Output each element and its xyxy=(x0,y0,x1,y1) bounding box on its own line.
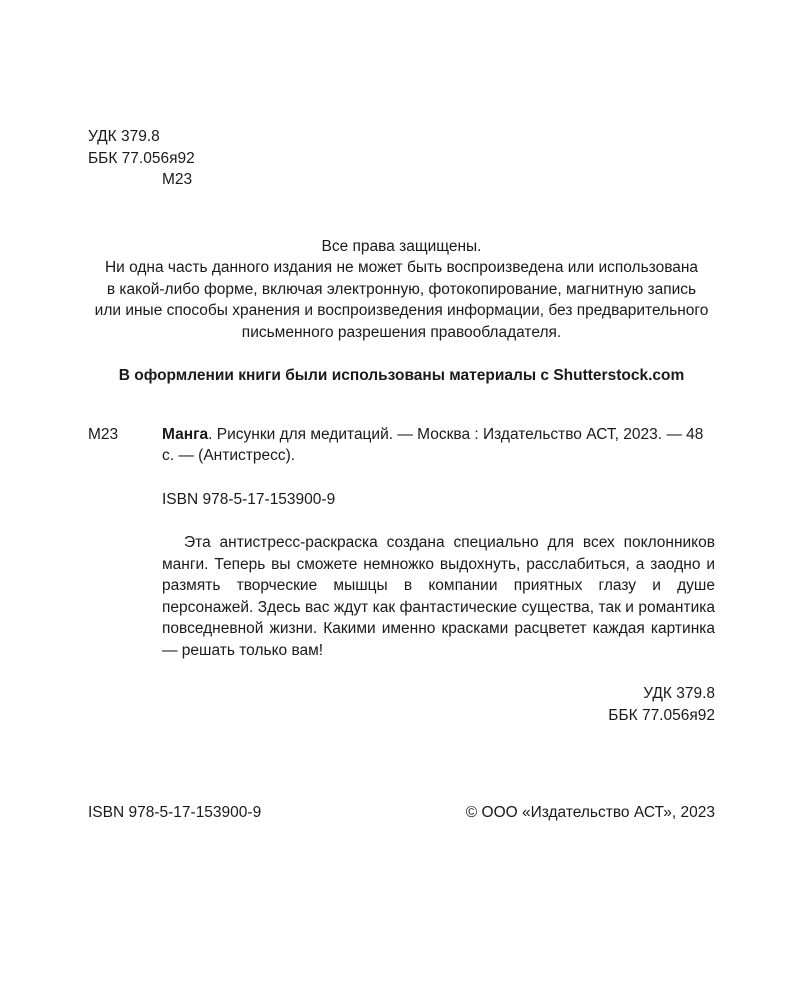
author-mark: М23 xyxy=(162,171,193,188)
classification-codes xyxy=(88,126,715,191)
entry-code: М23 xyxy=(88,425,119,443)
entry-body xyxy=(162,424,715,727)
entry-isbn: ISBN 978-5-17-153900-9 xyxy=(162,490,336,508)
entry-codes xyxy=(162,683,715,726)
design-credit: В оформлении книги были использованы материалы с Shutterstock.com xyxy=(118,367,685,384)
rights-line: Ни одна часть данного издания не может быть воспроизведена или использована xyxy=(104,259,699,276)
bibliographic-description xyxy=(162,424,715,467)
entry-udk: УДК 379.8 xyxy=(643,685,715,702)
rights-notice xyxy=(88,236,715,344)
bbk-code: ББК 77.056я92 xyxy=(88,149,195,167)
book-title: Манга xyxy=(162,425,209,443)
entry-bbk: ББК 77.056я92 xyxy=(608,706,715,724)
udk-code: УДК 379.8 xyxy=(88,128,160,145)
footer xyxy=(88,802,715,824)
rights-line: в какой-либо форме, включая электронную, фотокопирование, магнитную запись xyxy=(106,280,697,298)
copyright: © ООО «Издательство АСТ», 2023 xyxy=(465,804,715,821)
description-rest: . Рисунки для медитаций. — Москва : Издательство АСТ, 2023. — 48 с. — (Антистресс). xyxy=(162,425,704,464)
rights-line: или иные способы хранения и воспроизведения информации, без предварительного xyxy=(94,302,709,319)
catalog-entry xyxy=(88,424,715,727)
rights-line: письменного разрешения правообладателя. xyxy=(241,323,562,341)
footer-isbn: ISBN 978-5-17-153900-9 xyxy=(88,804,262,821)
annotation: Эта антистресс-раскраска создана специально для всех поклонников манги. Теперь вы сможете немножко выдохнуть, расслабиться, а заодно и размять творческие мышцы в компании приятных глазу и душе персонажей. Здесь вас ждут как фантастические существа, так и романтика повседневной жизни. Какими именно красками расцветет каждая картинка — решать только вам! xyxy=(162,534,715,659)
imprint-page xyxy=(88,126,715,726)
rights-title: Все права защищены. xyxy=(321,237,482,255)
